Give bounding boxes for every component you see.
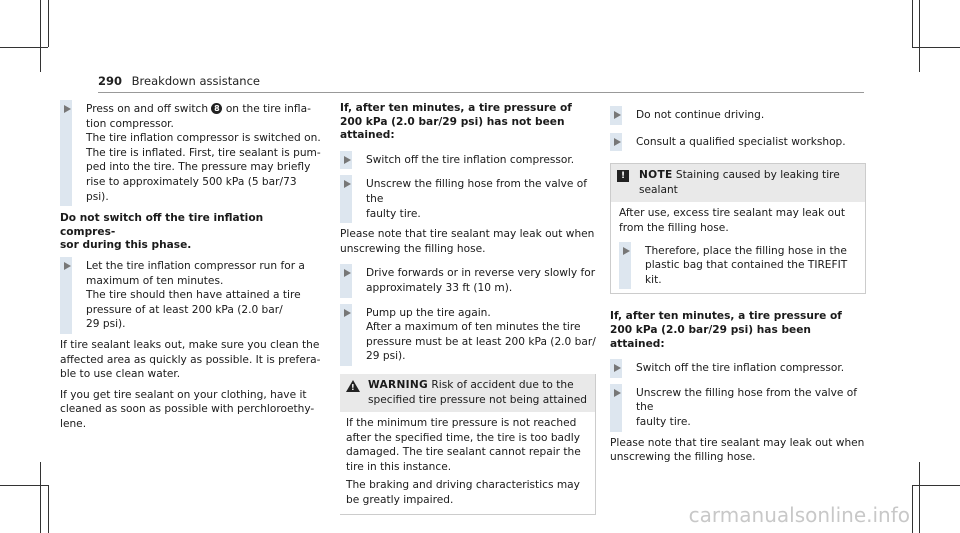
arrow-icon — [614, 364, 621, 372]
note-icon: ! — [617, 170, 629, 182]
column-1 — [60, 96, 322, 431]
warning-heading: Do not switch off the tire inflation compres- sor during this phase. — [60, 212, 264, 252]
watermark-text: carmanualsonline.info — [688, 503, 910, 527]
crop-mark — [40, 0, 41, 72]
attained-heading: If, after ten minutes, a tire pressure of 200 kPa (2.0 bar/29 psi) has been attained: — [610, 310, 842, 350]
step-press-switch: Press on and off switch 8 on the tire infla- tion compressor. The tire inflation compressor is switched on. The tire is inflated. First, tire sealant is pum- ped into the tire. The pressure may briefly rise to approximately 500 kPa (5 bar/73 psi). — [60, 102, 322, 204]
arrow-icon — [614, 138, 621, 146]
crop-mark — [912, 485, 960, 486]
header-rule — [98, 92, 864, 93]
page-header — [98, 74, 260, 88]
switch-number-icon: 8 — [211, 103, 222, 114]
step-do-not-drive: Do not continue driving. — [610, 108, 866, 123]
crop-mark — [919, 0, 920, 72]
arrow-icon — [64, 105, 71, 113]
crop-mark — [919, 462, 920, 533]
step-drive-slowly: Drive forwards or in reverse very slowly for approximately 33 ft (10 m). — [340, 266, 596, 295]
step-consult-workshop: Consult a qualified specialist workshop. — [610, 135, 866, 150]
note-label: NOTE — [639, 169, 673, 182]
arrow-icon — [344, 156, 351, 164]
section-title: Breakdown assistance — [131, 74, 260, 88]
paragraph-leak-note: Please note that tire sealant may leak out when unscrewing the filling hose. — [340, 228, 595, 255]
step-place-hose: Therefore, place the filling hose in the plastic bag that contained the TIREFIT kit. — [619, 244, 857, 288]
paragraph-clothing: If you get tire sealant on your clothing, have it cleaned as soon as possible with perchloroethy- lene. — [60, 388, 315, 430]
arrow-icon — [344, 269, 351, 277]
crop-mark — [0, 47, 48, 48]
crop-mark — [40, 462, 41, 533]
step-unscrew-hose: Unscrew the filling hose from the valve of the faulty tire. — [340, 177, 596, 221]
page-number: 290 — [98, 74, 123, 88]
arrow-icon — [344, 309, 351, 317]
crop-mark — [912, 47, 960, 48]
warning-triangle-icon — [346, 380, 360, 392]
column-2 — [340, 96, 596, 515]
arrow-icon — [614, 111, 621, 119]
crop-mark — [0, 485, 48, 486]
arrow-icon — [614, 389, 621, 397]
crop-mark — [912, 0, 913, 47]
arrow-icon — [64, 262, 71, 270]
crop-mark — [48, 485, 49, 533]
step-pump-again: Pump up the tire again. After a maximum of ten minutes the tire pressure must be at least 200 kPa (2.0 bar/ 29 psi). — [340, 306, 596, 364]
step-run-compressor: Let the tire inflation compressor run for a maximum of ten minutes. The tire should then have attained a tire pressure of at least 200 kPa (2.0 bar/ 29 psi). — [60, 259, 322, 332]
arrow-icon — [623, 247, 630, 255]
step-unscrew-hose-2: Unscrew the filling hose from the valve of the faulty tire. — [610, 386, 866, 430]
warning-label: WARNING — [368, 378, 429, 391]
step-switch-off: Switch off the tire inflation compressor. — [340, 153, 596, 168]
paragraph-sealant-leak: If tire sealant leaks out, make sure you clean the affected area as quickly as possible. It is prefera- ble to use clean water. — [60, 338, 321, 381]
crop-mark — [912, 485, 913, 533]
paragraph-leak-note-2: Please note that tire sealant may leak out when unscrewing the filling hose. — [610, 436, 865, 464]
note-box: ! NOTE Staining caused by leaking tire sealant After use, excess tire sealant may leak out from the filling hose. Therefore, place the filling hose in the plastic bag that contained the TIREFIT kit. — [610, 163, 866, 294]
step-switch-off-2: Switch off the tire inflation compressor. — [610, 361, 866, 376]
column-3 — [610, 96, 866, 465]
crop-mark — [48, 0, 49, 47]
arrow-icon — [344, 180, 351, 188]
warning-box: ! WARNING Risk of accident due to the specified tire pressure not being attained If the minimum tire pressure is not reached after the specified time, the tire is too badly damaged. The tire sealant cannot repair the tire in this instance. The braking and driving characteristics may be greatly impaired. — [340, 374, 596, 515]
not-attained-heading: If, after ten minutes, a tire pressure of 200 kPa (2.0 bar/29 psi) has not been attained: — [340, 102, 572, 142]
